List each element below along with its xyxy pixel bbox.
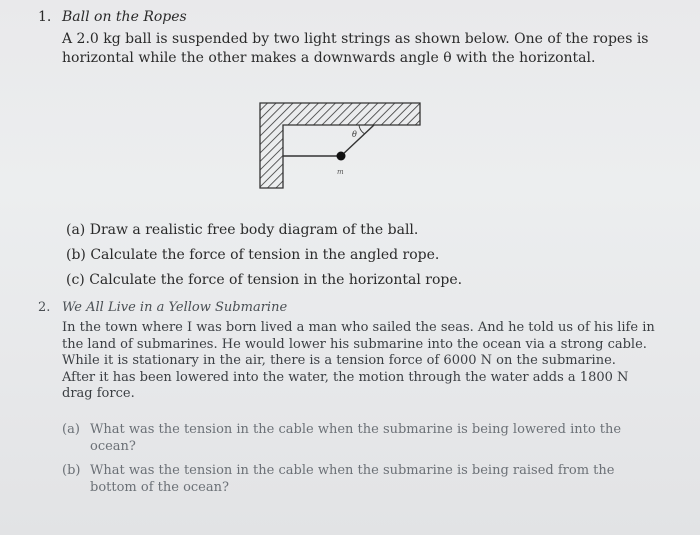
problem-2-statement-line: the land of submarines. He would lower his submarine into the ocean via a strong cable. xyxy=(62,336,647,352)
problem-2-part-a xyxy=(62,421,652,455)
problem-2-statement xyxy=(62,320,655,403)
problem-2-title: We All Live in a Yellow Submarine xyxy=(62,300,288,315)
problem-2-statement-line: drag force. xyxy=(62,386,135,401)
part-text: What was the tension in the cable when the submarine is being raised from the xyxy=(90,463,615,478)
problem-2-statement-line: In the town where I was born lived a man who sailed the seas. And he told us of his life in xyxy=(62,320,655,335)
problem-1-statement-line: A 2.0 kg ball is suspended by two light strings as shown below. One of the ropes is xyxy=(62,31,649,47)
angle-label: θ xyxy=(352,130,357,139)
part-text: What was the tension in the cable when the submarine is being lowered into the xyxy=(90,422,622,437)
part-label: (b) xyxy=(62,463,81,478)
problem-2-statement-line: While it is stationary in the air, there is a tension force of 6000 N on the submarine. xyxy=(62,353,616,368)
ball xyxy=(337,152,346,161)
problem-1-part-a: (a) Draw a realistic free body diagram of the ball. xyxy=(66,222,419,238)
problem-2-statement-line: After it has been lowered into the water, the motion through the water adds a 1800 N xyxy=(62,369,629,385)
problem-2-number: 2. xyxy=(38,300,51,315)
problem-1-statement-line: horizontal while the other makes a downwards angle θ with the horizontal. xyxy=(62,50,596,66)
problem-1-number: 1. xyxy=(38,9,52,25)
part-text-continued: ocean? xyxy=(90,439,136,454)
part-label: (a) xyxy=(62,422,80,437)
problem-1-title: Ball on the Ropes xyxy=(62,9,187,25)
problem-1-part-b: (b) Calculate the force of tension in the angled rope. xyxy=(66,247,440,263)
problem-1-statement xyxy=(62,30,662,68)
angled-rope xyxy=(341,125,374,156)
problem-1-part-c: (c) Calculate the force of tension in the horizontal rope. xyxy=(66,272,463,288)
ball-on-ropes-diagram xyxy=(255,98,425,193)
problem-2-part-b xyxy=(62,462,652,496)
part-text-continued: bottom of the ocean? xyxy=(90,480,229,495)
angle-arc xyxy=(359,125,365,134)
mass-label: m xyxy=(337,168,344,176)
